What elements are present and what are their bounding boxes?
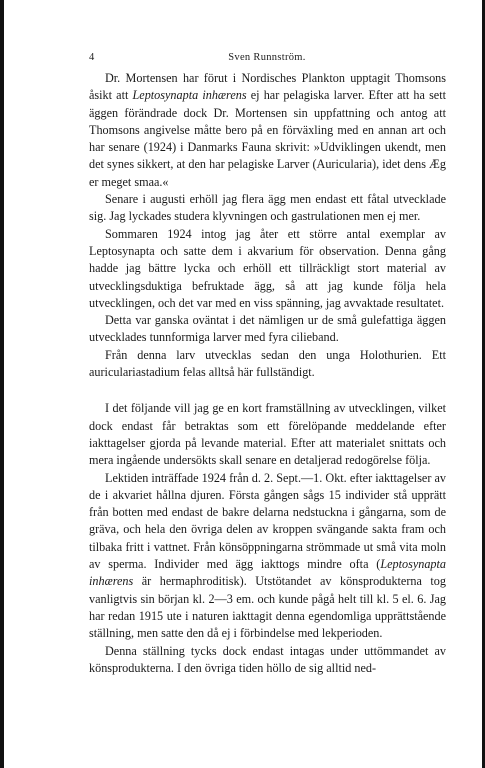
paragraph: Senare i augusti erhöll jag flera ägg men endast ett fåtal utvecklade sig. Jag lyckades studera klyvningen och gastrulationen men ej mer.: [89, 192, 446, 224]
body-text: [89, 70, 446, 677]
paragraph: Från denna larv utvecklas sedan den unga Holothurien. Ett auriculariastadium felas alltså här fullständigt.: [89, 347, 446, 380]
species-name: Leptosynapta inhærens: [132, 88, 247, 103]
paragraph: Sommaren 1924 intog jag åter ett större antal exemplar av Leptosynapta och satte dem i akvarium för observation. Denna gång hadde jag bättre lycka och erhöll ett tillräckligt stort material av utvecklingsduktiga befruktade ägg, så att jag kunde följa hela utvecklingen, och det var med en viss spänning, jag avvaktade resultatet.: [89, 226, 446, 310]
page-header: [89, 52, 445, 66]
paragraph: Dr. Mortensen har förut i Nordisches Plankton upptagit Thomsons åsikt att Leptosynapta inhærens ej har pelagiska larver. Efter att ha sett äggen förändrade dock Dr. Mortensen sin uppfattning och antog att Thomsons angivelse måtte bero på en förväxling med en annan art och har senare (1924) i Danmarks Fauna skrivit: »Udviklingen ukendt, men det synes sikkert, at den har pelagiske Larver (Auricularia), idet dens Æg er meget smaa.«: [89, 71, 446, 189]
paragraph: Denna ställning tycks dock endast intagas under uttömmandet av könsprodukterna. I den övriga tiden höllo de sig alltid ned-: [89, 643, 446, 675]
paragraph: Lektiden inträffade 1924 från d. 2. Sept.—1. Okt. efter iakttagelser av de i akvariet hållna djuren. Första gången sågs 15 individer stå upprätt från botten med endast de bakre delarna nedstuckna i gångarna, som de gräva, och hela den övriga delen av kroppen svängande sakta fram och tilbaka fritt i vattnet. Från könsöppningarna strömmade ut små vita moln av sperma. Individer med ägg iakttogs mindre ofta (Leptosynapta inhærens är hermaphroditisk). Utstötandet av könsprodukterna tog vanligtvis sin början kl. 2—3 em. och kunde pågå helt till kl. 5 el. 6. Jag har redan 1915 ute i naturen iakttagit denna egendomliga upprättstående ställning, men satte den då ej i förbindelse med lekperioden.: [89, 470, 446, 641]
page-number: 4: [89, 52, 95, 63]
paragraph: Detta var ganska oväntat i det nämligen ur de små gulefattiga äggen utvecklades tunnformiga larver med fyra cilieband.: [89, 313, 446, 345]
scan-edge-left: [0, 0, 4, 768]
species-name: Leptosynapta inhærens: [89, 557, 446, 589]
running-head: Sven Runnström.: [228, 52, 306, 63]
paragraph: I det följande vill jag ge en kort framställning av utvecklingen, vilket dock endast får betraktas som ett förelöpande meddelande efter iakttagelser gjorda på levande material. Efter att materialet snittats och mera ingående undersökts skall senare en detaljerad redogörelse följa.: [89, 401, 446, 468]
